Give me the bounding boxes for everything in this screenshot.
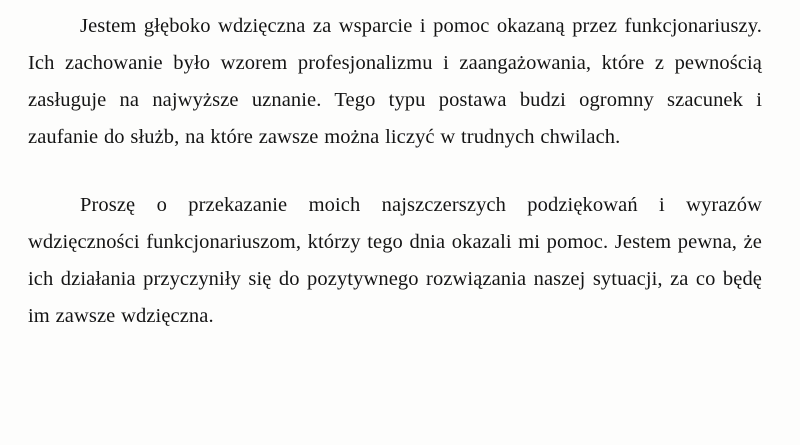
paragraph-2: Proszę o przekazanie moich najszczerszych podziękowań i wyrazów wdzięczności funkcjonariuszom, którzy tego dnia okazali mi pomoc. Jestem pewna, że ich działania przyczyniły się do pozytywnego rozwiązania naszej sytuacji, za co będę im zawsze wdzięczna. [28,194,762,327]
document-body [28,8,762,335]
paragraph-1: Jestem głęboko wdzięczna za wsparcie i pomoc okazaną przez funkcjonariuszy. Ich zachowanie było wzorem profesjonalizmu i zaangażowania, które z pewnością zasługuje na najwyższe uznanie. Tego typu postawa budzi ogromny szacunek i zaufanie do służb, na które zawsze można liczyć w trudnych chwilach. [28,15,762,148]
